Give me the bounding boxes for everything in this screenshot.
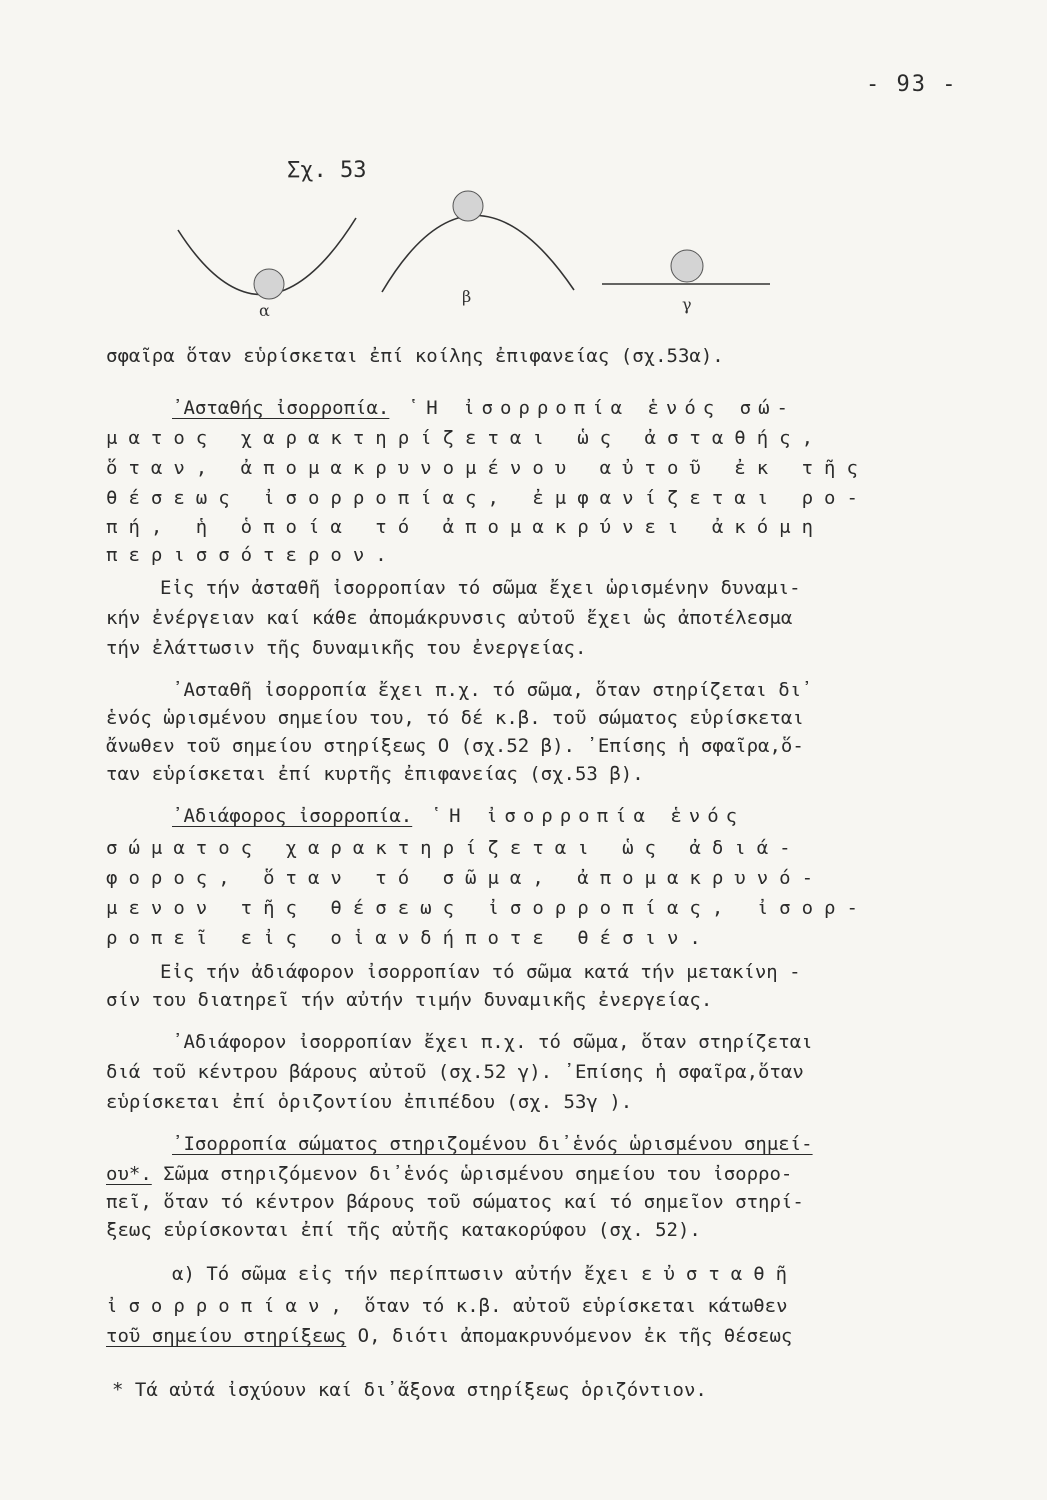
ball-a bbox=[254, 269, 284, 299]
section-heading-one-point: ᾿Ισορροπία σώματος στηριζομένου δι᾿ἑνός ὡρισμένου σημεί- bbox=[172, 1133, 813, 1155]
text-line: πεῖ, ὅταν τό κέντρον βάρους τοῦ σώματος καί τό σημεῖον στηρί- bbox=[106, 1191, 804, 1213]
text-line: ᾿Ασταθῆ ἰσορροπία ἔχει π.χ. τό σῶμα, ὅταν στηρίζεται δι᾿ bbox=[172, 679, 813, 701]
section-heading-indifferent: ᾿Αδιάφορος ἰσορροπία. bbox=[172, 805, 413, 827]
text-line: Εἰς τήν ἀδιάφορον ἰσορροπίαν τό σῶμα κατά τήν μετακίνη - bbox=[160, 961, 801, 983]
text-line: φορος, ὅταν τό σῶμα, ἀπομακρυνό- bbox=[106, 867, 825, 889]
text-line: ου*. Σῶμα στηριζόμενον δι᾿ἑνός ὡρισμένου σημείου του ἰσορρο- bbox=[106, 1163, 793, 1185]
figure-53 bbox=[160, 180, 800, 330]
text-line: ᾿Αδιάφορος ἰσορροπία. ῾Η ἰσορροπία ἑνός bbox=[172, 805, 745, 827]
figure-title: Σχ. 53 bbox=[287, 158, 367, 183]
page-number: - 93 - bbox=[866, 72, 958, 97]
convex-surface bbox=[382, 215, 574, 292]
text-line: Εἰς τήν ἀσταθῆ ἰσορροπίαν τό σῶμα ἔχει ὡρισμένην δυναμι- bbox=[160, 577, 801, 599]
text-line: ᾿Ασταθής ἰσορροπία. ῾Η ἰσορροπία ἑνός σώ- bbox=[172, 397, 796, 419]
text-line: εὑρίσκεται ἐπί ὁριζοντίου ἐπιπέδου (σχ. 53γ ). bbox=[106, 1091, 633, 1113]
text-line: μενον τῆς θέσεως ἰσορροπίας, ἰσορ- bbox=[106, 897, 869, 919]
section-heading-unstable: ᾿Ασταθής ἰσορροπία. bbox=[172, 397, 390, 419]
text-line: ματος χαρακτηρίζεται ὡς ἀσταθής, bbox=[106, 427, 825, 449]
ball-c bbox=[671, 250, 703, 282]
text-line: ἑνός ὡρισμένου σημείου του, τό δέ κ.β. τοῦ σώματος εὑρίσκεται bbox=[106, 707, 804, 729]
text-line: τοῦ σημείου στηρίξεως Ο, διότι ἀπομακρυνόμενον ἐκ τῆς θέσεως bbox=[106, 1325, 793, 1347]
footnote: * Τά αὐτά ἰσχύουν καί δι᾿ἄξονα στηρίξεως ὁριζόντιον. bbox=[112, 1379, 707, 1401]
text-line: πή, ἡ ὁποία τό ἀπομακρύνει ἀκόμη bbox=[106, 516, 825, 538]
text-line: ροπεῖ εἰς οἱανδήποτε θέσιν. bbox=[106, 927, 712, 949]
text-line: ᾿Αδιάφορον ἰσορροπίαν ἔχει π.χ. τό σῶμα, ὅταν στηρίζεται bbox=[172, 1031, 813, 1053]
text-line: διά τοῦ κέντρου βάρους αὐτοῦ (σχ.52 γ). ᾿Επίσης ἡ σφαῖρα,ὅταν bbox=[106, 1061, 804, 1083]
text-line: θέσεως ἰσορροπίας, ἐμφανίζεται ρο- bbox=[106, 487, 869, 509]
text-line: σώματος χαρακτηρίζεται ὡς ἀδιά- bbox=[106, 837, 802, 859]
text-line: ταν εὑρίσκεται ἐπί κυρτῆς ἐπιφανείας (σχ.53 β). bbox=[106, 763, 644, 785]
text-line: σίν του διατηρεῖ τήν αὐτήν τιμήν δυναμικῆς ἐνεργείας. bbox=[106, 989, 713, 1011]
label-a: α bbox=[259, 301, 270, 320]
text-line: ἄνωθεν τοῦ σημείου στηρίξεως Ο (σχ.52 β). ᾿Επίσης ἡ σφαῖρα,ὅ- bbox=[106, 735, 804, 757]
text-line: ξεως εὑρίσκονται ἐπί τῆς αὐτῆς κατακορύφου (σχ. 52). bbox=[106, 1219, 701, 1241]
text-line: α) Τό σῶμα εἰς τήν περίπτωσιν αὐτήν ἔχει εὐσταθῆ bbox=[172, 1263, 799, 1285]
text-line: ἰσορροπίαν, ὅταν τό κ.β. αὐτοῦ εὑρίσκεται κάτωθεν bbox=[106, 1295, 788, 1317]
text-line: τήν ἐλάττωσιν τῆς δυναμικῆς του ἐνεργείας. bbox=[106, 637, 587, 659]
text-line: ὅταν, ἀπομακρυνομένου αὐτοῦ ἐκ τῆς bbox=[106, 457, 869, 479]
text-line: κήν ἐνέργειαν καί κάθε ἀπομάκρυνσις αὐτοῦ ἔχει ὡς ἀποτέλεσμα bbox=[106, 607, 793, 629]
label-b: β bbox=[462, 287, 472, 306]
label-c: γ bbox=[682, 295, 692, 314]
text-line: σφαῖρα ὅταν εὑρίσκεται ἐπί κοίλης ἐπιφανείας (σχ.53α). bbox=[106, 345, 724, 367]
ball-b bbox=[453, 191, 483, 221]
text-line: περισσότερον. bbox=[106, 544, 398, 566]
